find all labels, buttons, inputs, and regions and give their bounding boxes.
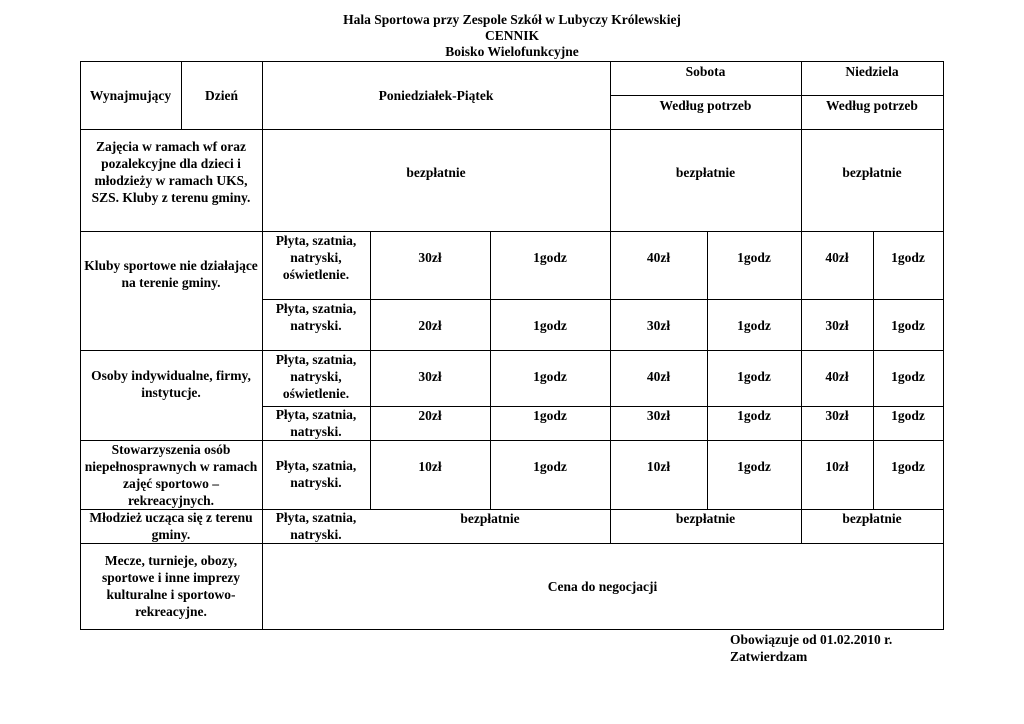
row-osoby-sub2-sob-price: 30zł [646, 407, 671, 423]
row-kluby-sub1-nd-time: 1godz [891, 249, 925, 265]
row-osoby-sub1-sob-price: 40zł [646, 368, 671, 384]
row-stow-sob-price: 10zł [646, 458, 671, 474]
row-kluby-sub2-nd-time: 1godz [891, 317, 925, 333]
row-uks-pon-pt: bezpłatnie [406, 164, 466, 180]
header-sobota: Sobota [685, 63, 726, 79]
row-osoby-sub1-pp-price: 30zł [418, 368, 442, 384]
table-border-right [943, 61, 944, 630]
row-mecze-price: Cena do negocjacji [547, 578, 658, 594]
header-sobota-note: Według potrzeb [659, 97, 752, 113]
row-osoby-sub2-nd-time: 1godz [891, 407, 925, 423]
table-line [80, 231, 944, 232]
row-kluby-sub1-pp-price: 30zł [418, 249, 442, 265]
header-niedziela-note: Według potrzeb [826, 97, 918, 113]
row-mlodziez-desc: Płyta, szatnia, natryski. [275, 510, 357, 542]
row-kluby-sub1-desc: Płyta, szatnia, natryski, oświetlenie. [275, 232, 357, 282]
row-stow-pp-time: 1godz [533, 458, 567, 474]
row-osoby-sub1-nd-price: 40zł [825, 368, 849, 384]
row-mecze-label: Mecze, turnieje, obozy, sportowe i inne imprezy kulturalne i sportowo-rekreacyjne. [101, 553, 241, 619]
row-osoby-sub2-pp-time: 1godz [533, 407, 567, 423]
row-stow-pp-price: 10zł [418, 458, 442, 474]
row-kluby-sub1-nd-price: 40zł [825, 249, 849, 265]
table-border-left [80, 61, 81, 630]
approval-note: Zatwierdzam [730, 649, 808, 664]
header-dzien: Dzień [205, 87, 238, 103]
row-kluby-sub2-nd-price: 30zł [825, 317, 849, 333]
row-kluby-label: Kluby sportowe nie działające na terenie gminy. [84, 258, 258, 290]
row-uks-niedziela: bezpłatnie [842, 164, 902, 180]
row-osoby-sub1-pp-time: 1godz [533, 368, 567, 384]
row-mlodziez-sobota: bezpłatnie [675, 510, 736, 526]
row-kluby-sub2-desc: Płyta, szatnia, natryski. [275, 300, 357, 333]
facility-name: Boisko Wielofunkcyjne [445, 44, 579, 59]
row-osoby-sub1-sob-time: 1godz [737, 368, 771, 384]
row-stow-sob-time: 1godz [737, 458, 771, 474]
document-subtitle: CENNIK [484, 28, 539, 43]
row-kluby-sub2-sob-price: 30zł [646, 317, 671, 333]
row-osoby-sub2-pp-price: 20zł [418, 407, 442, 423]
row-mlodziez-label: Młodzież ucząca się z terenu gminy. [89, 510, 253, 542]
row-kluby-sub2-pp-time: 1godz [533, 317, 567, 333]
row-stow-desc: Płyta, szatnia, natryski. [275, 458, 357, 490]
row-stow-label: Stowarzyszenia osób niepełnosprawnych w ramach zajęć sportowo – rekreacyjnych. [84, 441, 258, 508]
row-stow-nd-price: 10zł [825, 458, 849, 474]
row-kluby-sub2-pp-price: 20zł [418, 317, 442, 333]
row-osoby-sub1-desc: Płyta, szatnia, natryski, oświetlenie. [275, 351, 357, 401]
header-wynajmujacy: Wynajmujący [89, 87, 172, 103]
row-mlodziez-pon-pt: bezpłatnie [460, 510, 520, 526]
row-kluby-sub1-sob-price: 40zł [646, 249, 671, 265]
row-kluby-sub1-pp-time: 1godz [533, 249, 567, 265]
row-uks-sobota: bezpłatnie [675, 164, 736, 180]
row-kluby-sub1-sob-time: 1godz [737, 249, 771, 265]
table-border-bottom [80, 629, 944, 630]
row-osoby-sub2-sob-time: 1godz [737, 407, 771, 423]
row-osoby-sub2-nd-price: 30zł [825, 407, 849, 423]
row-kluby-sub2-sob-time: 1godz [737, 317, 771, 333]
row-mlodziez-niedziela: bezpłatnie [842, 510, 902, 526]
row-osoby-sub1-nd-time: 1godz [891, 368, 925, 384]
row-osoby-label: Osoby indywidualne, firmy, instytucje. [91, 368, 251, 400]
row-osoby-sub2-desc: Płyta, szatnia, natryski. [275, 407, 357, 439]
row-uks-label: Zajęcia w ramach wf oraz pozalekcyjne dla dzieci i młodzieży w ramach UKS, SZS. Kluby z terenu gminy. [91, 139, 251, 205]
document-title: Hala Sportowa przy Zespole Szkół w Lubyczy Królewskiej [343, 12, 681, 27]
valid-from-note: Obowiązuje od 01.02.2010 r. [730, 632, 893, 647]
row-stow-nd-time: 1godz [891, 458, 925, 474]
header-pon-pt: Poniedziałek-Piątek [378, 87, 494, 103]
header-niedziela: Niedziela [845, 63, 899, 79]
